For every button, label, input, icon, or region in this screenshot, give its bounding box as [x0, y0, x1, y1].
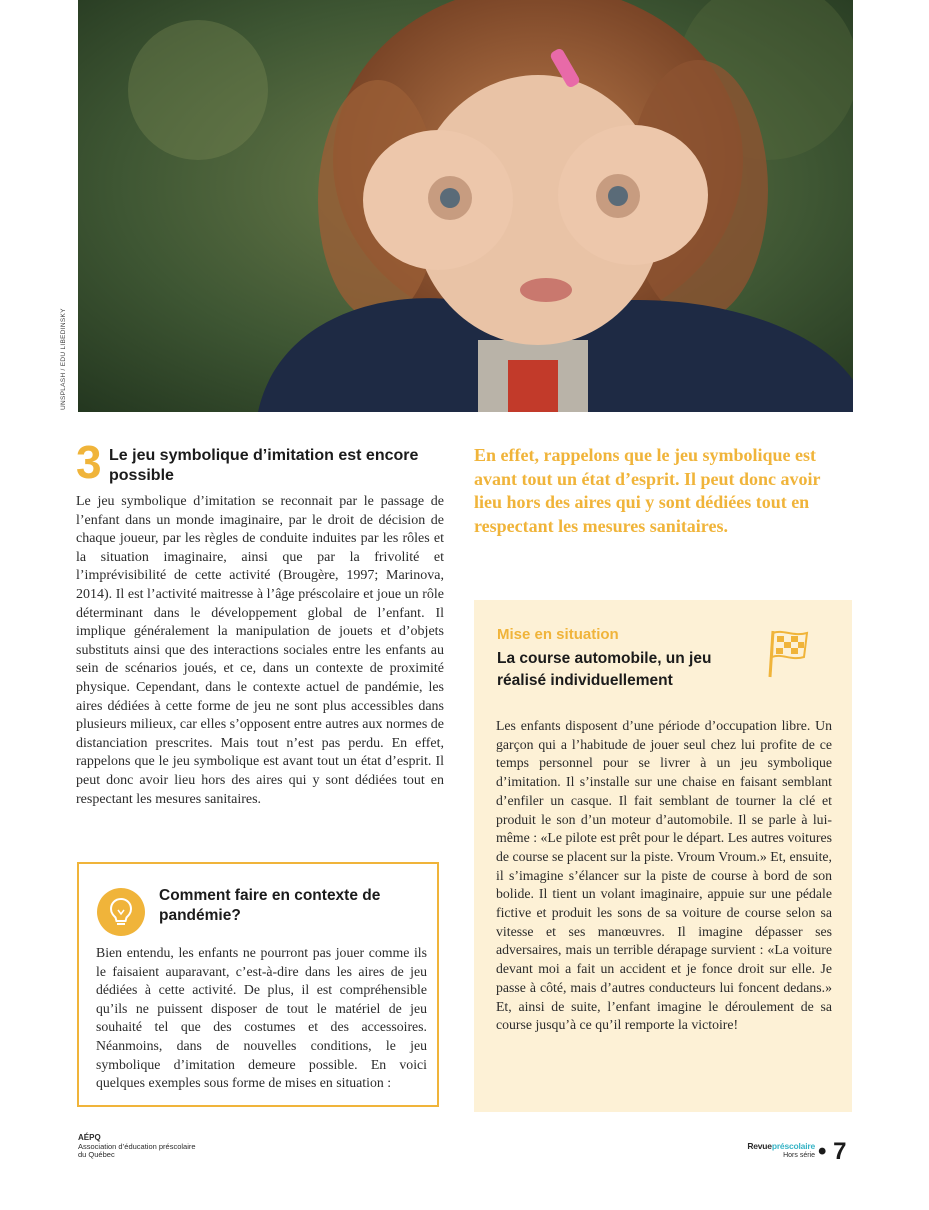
section-title: Le jeu symbolique d’imitation est encore possible [109, 447, 419, 484]
checkered-flag-icon [767, 627, 813, 684]
tip-box [77, 862, 439, 1107]
photo-credit: UNSPLASH / EDU LIBEDINSKY [60, 308, 67, 410]
page-number: • 7 [818, 1138, 847, 1165]
revue-part2: préscolaire [771, 1141, 815, 1151]
section-body: Le jeu symbolique d’imitation se reconnait par le passage de l’enfant dans un monde imaginaire, par le droit de décision de chaque joueur, par les règles de conduite induites par les rôles et la situation imaginaire, ainsi que par la frivolité et l’imprévisibilité de cette activité (Brougère, 1997; Marinova, 2014). Il est l’activité maitresse à l’âge préscolaire et joue un rôle déterminant dans le développement global de l’enfant. Il implique généralement la manipulation de jouets et d’objets substituts ainsi que des interactions sociales entre les enfants au sein de scénarios joués, et ce, dans un contexte de proximité physique. Cependant, dans le contexte actuel de pandémie, les aires dédiées à cette forme de jeu ne sont plus accessibles dans plusieurs milieux, car elles s’opposent entre autres aux normes de distanciation prescrites. Mais tout n’est pas perdu. En effet, rappelons que le jeu symbolique est avant tout un état d’esprit. Il peut donc avoir lieu hors des aires qui y sont dédiées tout en respectant les mesures sanitaires. [76, 494, 444, 807]
revue-logo [700, 1141, 815, 1160]
hero-photo [78, 0, 853, 412]
edition-label: Hors série [783, 1152, 815, 1159]
org-line1: Association d’éducation préscolaire [78, 1141, 196, 1151]
footer-org [78, 1134, 278, 1160]
situation-title: La course automobile, un jeu réalisé individuellement [497, 650, 712, 689]
org-short: AÉPQ [78, 1133, 101, 1142]
tip-title: Comment faire en contexte de pandémie? [159, 887, 381, 924]
revue-part1: Revue [747, 1141, 772, 1151]
tip-body: Bien entendu, les enfants ne pourront pas jouer comme ils le faisaient auparavant, c’est-à-dire dans les aires de jeu dédiées à cette activité. De plus, il est compréhensible qu’ils ne puissent disposer de tout le matériel de jeu souhaité tel que des costumes et des accessoires. Néanmoins, dans de nouvelles conditions, le jeu symbolique d’imitation demeure possible. En voici quelques exemples sous forme de mises en situation : [96, 945, 427, 1091]
section-number: 3 [76, 436, 102, 488]
lightbulb-icon [97, 888, 145, 936]
pull-quote: En effet, rappelons que le jeu symbolique est avant tout un état d’esprit. Il peut donc avoir lieu hors des aires qui y sont dédiées tout en respectant les mesures sanitaires. [474, 445, 821, 536]
org-line2: du Québec [78, 1150, 115, 1159]
situation-box [474, 600, 852, 1112]
situation-kicker: Mise en situation [497, 626, 619, 643]
section-heading [76, 436, 446, 493]
situation-body: Les enfants disposent d’une période d’occupation libre. Un garçon qui a l’habitude de jouer seul chez lui profite de ce temps personnel pour se livrer à un jeu symbolique d’imitation. Il s’installe sur une chaise en faisant semblant d’enfiler un casque. Il fait semblant de tourner la clé et produit le son d’un moteur d’automobile. Il se parle à lui-même : «Le pilote est prêt pour le départ. Les autres voitures de course se placent sur la piste. Vroum Vroum.» Et, ensuite, il s’imagine s’élancer sur la piste de course à bord de son bolide. Il tient un volant imaginaire, appuie sur une pédale fictive et produit les sons de sa voiture de course selon sa vitesse et ses manœuvres. Il imagine dépasser ses adversaires, mais un terrible dérapage survient : «La voiture devant moi a fait un accident et je fonce droit sur elle. Je passe à côté, mais d’autres conducteurs lui foncent dedans.» Et, ainsi de suite, l’enfant imagine le déroulement de sa course jusqu’à ce qu’il remporte la victoire! [496, 718, 832, 1033]
